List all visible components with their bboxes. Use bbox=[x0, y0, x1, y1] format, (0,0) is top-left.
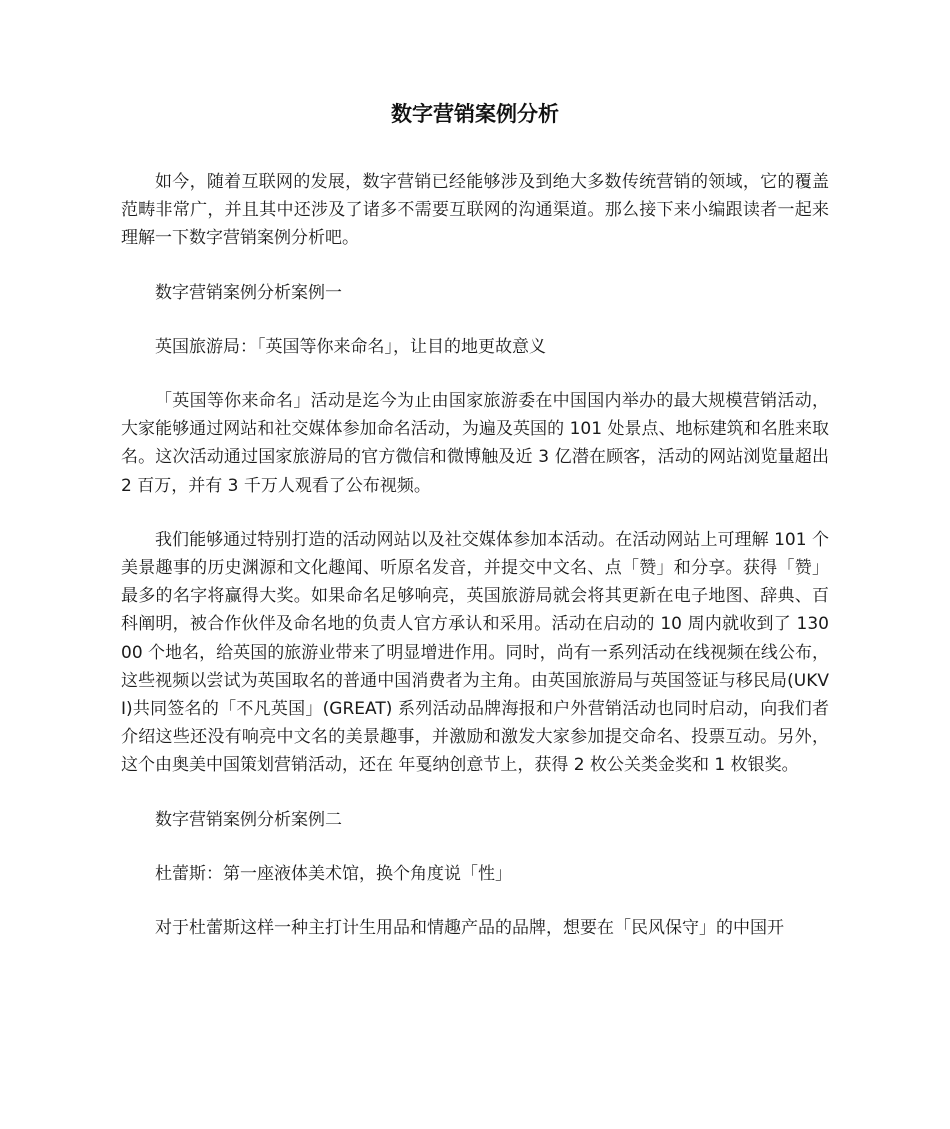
document-title: 数字营销案例分析 bbox=[391, 102, 559, 126]
intro-paragraph: 如今，随着互联网的发展，数字营销已经能够涉及到绝大多数传统营销的领域，它的覆盖范畴非常广，并且其中还涉及了诸多不需要互联网的沟通渠道。那么接下来小编跟读者一起来理解一下数字营销案例分析吧。 bbox=[121, 172, 829, 249]
document-body bbox=[121, 168, 829, 968]
case-two-subtitle: 杜蕾斯：第一座液体美术馆，换个角度说「性」 bbox=[155, 863, 512, 884]
case-one-paragraph-2: 我们能够通过特别打造的活动网站以及社交媒体参加本活动。在活动网站上可理解 101 个美景趣事的历史渊源和文化趣闻、听原名发音，并提交中文名、点「赞」和分享。获得「赞」最多的名字将赢得大奖。如果命名足够响亮，英国旅游局就会将其更新在电子地图、辞典、百科阐明，被合作伙伴及命名地的负责人官方承认和采用。活动在启动的 10 周内就收到了 13000 个地名，给英国的旅游业带来了明显增进作用。同时，尚有一系列活动在线视频在线公布，这些视频以尝试为英国取名的普通中国消费者为主角。由英国旅游局与英国签证与移民局(UKVI)共同签名的「不凡英国」(GREAT) 系列活动品牌海报和户外营销活动也同时启动，向我们者介绍这些还没有响亮中文名的美景趣事，并激励和激发大家参加提交命名、投票互动。另外，这个由奥美中国策划营销活动，还在 年戛纳创意节上，获得 2 枚公关类金奖和 1 枚银奖。 bbox=[121, 529, 829, 776]
case-one-subtitle: 英国旅游局：「英国等你来命名」，让目的地更故意义 bbox=[155, 336, 546, 357]
case-one-paragraph-1: 「英国等你来命名」活动是迄今为止由国家旅游委在中国国内举办的最大规模营销活动，大家能够通过网站和社交媒体参加命名活动，为遍及英国的 101 处景点、地标建筑和名胜来取名。这次活动通过国家旅游局的官方微信和微博触及近 3 亿潜在顾客，活动的网站浏览量超出 2 百万，并有 3 千万人观看了公布视频。 bbox=[121, 391, 829, 496]
case-two-paragraph-1: 对于杜蕾斯这样一种主打计生用品和情趣产品的品牌，想要在「民风保守」的中国开 bbox=[155, 918, 784, 939]
case-one-heading: 数字营销案例分析案例一 bbox=[155, 282, 342, 303]
case-two-heading: 数字营销案例分析案例二 bbox=[155, 809, 342, 830]
